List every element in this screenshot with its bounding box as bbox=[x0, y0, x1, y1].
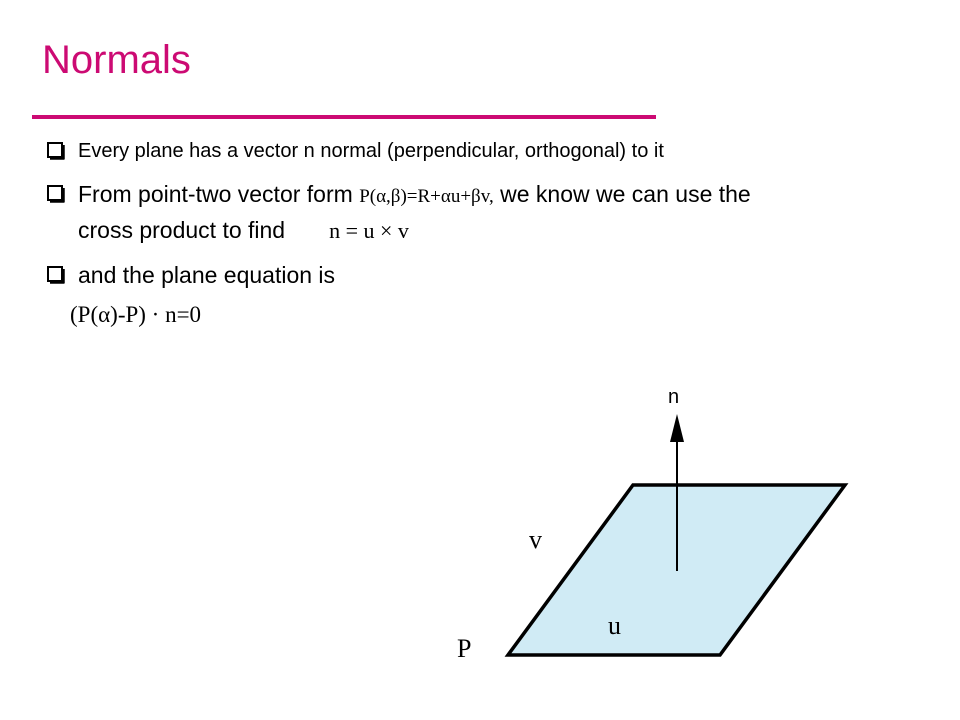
label-p: P bbox=[457, 634, 472, 663]
label-v: v bbox=[529, 525, 542, 554]
slide-title: Normals bbox=[42, 38, 191, 82]
label-n: n bbox=[668, 386, 680, 408]
bullet-text-normal-vector: Every plane has a vector n normal (perpendicular, orthogonal) to it bbox=[78, 140, 664, 162]
bullet-text-lead: From point-two vector form bbox=[78, 181, 360, 207]
label-u: u bbox=[608, 611, 621, 640]
bullet-text-line2: cross product to find bbox=[78, 217, 286, 243]
bullet-text-plane-equation: and the plane equation is bbox=[78, 262, 336, 288]
bullet-text-trail: we know we can use the bbox=[493, 181, 751, 207]
cross-product-formula: n = u × v bbox=[329, 218, 409, 243]
parametric-plane-formula: P(α,β)=R+αu+βv, bbox=[359, 186, 494, 207]
plane-equation: (P(α)-P) · n=0 bbox=[70, 302, 202, 327]
normal-vector-arrowhead bbox=[670, 414, 684, 442]
